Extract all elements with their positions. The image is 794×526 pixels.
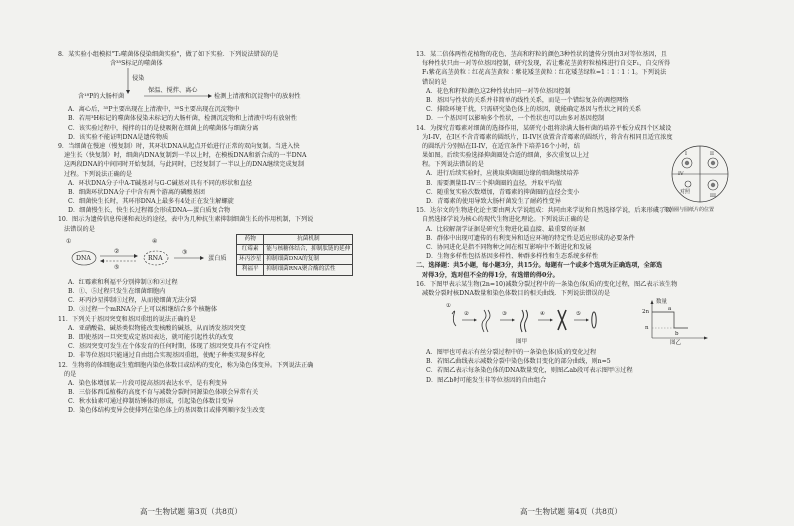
q11-option: D．非等位基因只能通过自由组合实现基因重组，使配子种类实现多样化 (68, 352, 265, 360)
table-cell: 利福平 (237, 265, 264, 275)
q14-option: D．青霉素的使用导致大肠杆菌发生了耐药性变异 (426, 198, 561, 205)
q14-stem-line: 的圆纸片分别贴在II-IV，在适宜条件下培养16个小时，结 (422, 142, 580, 150)
q13-stem-line: 每种性状只由一对等位基因控制，研究发现，若让紫花茎黄籽粒植株进行自交F₁，自交所得 (422, 60, 671, 68)
q16-option: A．图甲也可表示有丝分裂过程中的一条染色体(质)的变化过程 (426, 349, 597, 357)
q11-stem: 11．下列关于基因突变和基因重组的说法正确的是 (58, 315, 196, 323)
q9-stem-line: 9．当细菌在慢速（慢复制）时，其环状DNA从起点开始进行正常的双向复制。当进入快 (58, 142, 300, 150)
q14-stem-line: 为I-IV，在I区不含青霉素的圆纸片，II-IV区放置含青霉素的圆纸片，将含有相同且适宜浓度 (422, 133, 673, 141)
region-I-label: I (685, 150, 687, 157)
q14-option: A．进行后续实验时，应挑取抑菌圈边缘的细菌继续培养 (426, 170, 579, 178)
q11-option: A．亚硝酸盐、碱基类似物能改变核酸的碱基，从而诱发基因突变 (68, 324, 246, 332)
q12-option: B．三倍体西瓜植株的高度不育与减数分裂时同源染色体联会异常有关 (68, 389, 259, 397)
q9-option: C．细菌快生长时，其环形DNA上最多有4处正在发生解螺旋 (68, 198, 234, 206)
q16-stem-line: 减数分裂时核DNA数量和染色体数目的相关曲线．下列说法错误的是 (422, 289, 611, 297)
stage-1-label: ① (446, 303, 451, 310)
left-page (58, 0, 380, 526)
q14-stem-line: 果如图。后续实验选择抑菌圈处合适的细菌，多次重复以上过 (422, 152, 590, 160)
step-4-label: ④ (152, 237, 158, 245)
table-header: 药物 (237, 234, 264, 244)
q8-diagram (58, 59, 380, 105)
stage-4-label: ④ (540, 311, 545, 318)
table-header: 抗菌机制 (264, 234, 353, 244)
q13-stem-line: 13．某二倍体两性花植物的花色、茎高和籽粒的颜色3种性状的遗传分别由3对等位基因，且 (416, 51, 667, 58)
q12-option: D．染色体结构变异会使排列在染色体上的基因数目或排列顺序发生改变 (68, 407, 265, 415)
graph-n-label: n (645, 325, 649, 332)
right-page (416, 0, 744, 526)
q8-option: C．该实验过程中，搅拌的目的是使吸附在细菌上的噬菌体与细菌分离 (68, 124, 259, 132)
q14-stem-line: 程。下列说法错误的是 (422, 161, 484, 169)
table-row (237, 245, 353, 255)
q13-option: C．排除环境干扰，只需研究染色体上的基因，就能确定基因与性状之间的关系 (426, 106, 642, 114)
q14-option: B．需要测量II-IV三个抑菌圈的直径，并取平均值 (426, 179, 562, 187)
dna-label: DNA (76, 254, 91, 262)
table-row (237, 255, 353, 265)
q12-option: C．秋水仙素可通过抑制纺锤体的形成，引起染色体数目变异 (68, 398, 234, 406)
figure-caption: 注：抑菌圈与圆纸片的位置 (654, 206, 715, 213)
q8-option: B．若用³H标记的噬菌体侵染未标记的大肠杆菌，检测沉淀物和上清液中均有放射性 (68, 115, 297, 123)
figure-a-caption: 图甲 (516, 339, 528, 346)
q12-stem-line: 12．生物将的体细胞或生殖细胞内染色体数目或结构的变化，称为染色体变异。下列说法正确 (58, 361, 314, 369)
step-5-label: ⑤ (114, 263, 120, 271)
q15-option: A．比较解剖学证据是研究生物进化最直接、最重要的证据 (426, 225, 586, 233)
stage-5-label: ⑤ (576, 311, 581, 318)
q8-option: D．该实验不能证明DNA是遗传物质 (68, 133, 169, 141)
q10-stem-line: 法错误的是 (64, 225, 95, 233)
section-heading: 二、选择题：共5小题，每小题3分，共15分。每题有一个或多个选项为正确选项，全部选 (416, 262, 663, 270)
antibiotic-table (236, 234, 353, 276)
q13-option: A．花色和籽粒颜色这2种性状由同一对等位基因控制 (426, 87, 571, 95)
region-II-label: II (710, 150, 714, 157)
q16-option: D．图乙b时可能发生非等位基因的自由组合 (426, 376, 547, 384)
q15-stem-line: 自然选择学说为核心的现代生物进化理论。下列说法正确的是 (422, 216, 590, 224)
chromosome-figure-svg (416, 298, 744, 348)
q13-option: D．一个基因可以影响多个性状，一个性状也可以由多对基因控制 (426, 115, 605, 123)
q11-option: C．基因突变可发生在个体发育的任何时期，体现了基因突变具有不定向性 (68, 343, 271, 351)
protein-label: 蛋白质 (208, 254, 227, 262)
q16-option: C．若图乙表示每条染色体的DNA数量变化，则图乙ab段可表示图甲③过程 (426, 367, 633, 375)
q11-option: B．即使基因一旦突变成定基因表达，就可能引起性状的改变 (68, 333, 234, 341)
control-label: 对照 (680, 188, 691, 195)
q8-ecoli-label: 含¹⁸P的大肠杆菌 (78, 93, 125, 101)
q12-stem-line: 的是 (64, 370, 77, 378)
table-cell: 抑制细菌RNA聚合酶的活性 (264, 265, 353, 275)
q9-option: A．环状DNA分子中A-T碱基对与G-C碱基对具有不同的形状和直径 (68, 179, 252, 187)
q15-stem-line: 15．达尔文的生物进化论主要由两大学说组成：共同由来学说和自然选择学说，后来形成了以 (416, 207, 672, 215)
q13-stem-line: F₁紫花高茎黄粒∶红花高茎黄粒∶紫花矮茎黄粒∶红花矮茎绿粒=1∶1∶1∶1。下列说法 (422, 69, 667, 77)
q16-figure (416, 298, 744, 348)
table-cell: 环丙沙星 (237, 255, 264, 265)
section-heading: 对得3分，选对但不全的得1分，有选错的得0分。 (422, 271, 559, 279)
left-page-footer: 高一生物试题 第3页（共8页） (140, 507, 242, 516)
stage-2-label: ② (464, 311, 469, 318)
q10-option: C．环丙沙星抑制①过程，从而使细菌无法分裂 (68, 297, 197, 305)
q13-option: B．基因与性状的关系并非简单的线性关系，而是一个错综复杂的调控网络 (426, 96, 629, 104)
q8-option: A．离心后，³⁵P主要出现在上清液中，³⁵S主要出现在沉淀物中 (68, 106, 240, 114)
point-b-label: b (675, 331, 679, 338)
q10-option: A．红霉素和利福平分别抑制③和②过程 (68, 278, 178, 286)
q14-stem-line: 14．为探究青霉素对细菌的选择作用，某研究小组将涂满大肠杆菌的培养平板分成四个区域设 (416, 124, 672, 132)
q16-option: B．若图乙曲线表示减数分裂中染色体数目变化的部分曲线，则n=5 (426, 358, 611, 366)
stage-3-label: ③ (502, 311, 507, 318)
graph-y-label: 数量 (656, 299, 668, 306)
step-3-label: ③ (182, 248, 188, 256)
q8-result-label: 检测上清液和沉淀物中的放射性 (214, 93, 301, 101)
q12-option: A．染色体增加某一片段可提高基因表达水平，是有利变异 (68, 379, 228, 387)
q10-stem-line: 10．图示为遗传信息传递和表达的途径，表中为几种抗生素抑制细菌生长的作用机制，下列说 (58, 216, 314, 224)
q9-stem-line: 过程。下列说法正确的是 (64, 170, 133, 178)
table-row (237, 265, 353, 275)
table-cell: 抑制细菌DNA的复制 (264, 255, 353, 265)
region-III-label: III (710, 192, 716, 199)
figure-b-caption: 图乙 (670, 340, 682, 347)
q9-option: B．细菌环状DNA分子中含有两个游离的磷酸基团 (68, 188, 205, 196)
q8-phage-label: 含³⁵S标记的噬菌体 (110, 60, 163, 68)
q8-process-label: 保温、搅拌、离心 (148, 87, 198, 95)
petri-dish-svg (656, 144, 744, 206)
q10-option: D．③过程一个mRNA分子上可以相继结合多个核糖体 (68, 306, 218, 314)
step-2-label: ② (114, 247, 120, 255)
q8-stem: 8．某实验小组模拟"T₂噬菌体侵染细菌实验"，做了如下实验．下列说法错误的是 (58, 51, 279, 58)
petri-dish-figure (656, 144, 744, 214)
table-header-row (237, 234, 353, 244)
step-1-label: ① (66, 237, 72, 245)
q15-option: B．群体中出现可遗传的有利变异和适应环境的特定性是适应形成的必要条件 (426, 234, 635, 242)
q9-option: D．细菌慢生长，快生长过程都会形成DNA—蛋白质复合物 (68, 207, 231, 215)
q15-option: C．协同进化是指不同物种之间在相互影响中不断进化和发展 (426, 243, 592, 251)
region-IV-label: IV (678, 170, 684, 177)
right-page-footer: 高一生物试题 第4页（共8页） (520, 507, 622, 516)
q9-stem-line: 速生长（快复制）时，细菌内DNA复制到一半以上时，在模板DNA和新合成的一半DNA (64, 152, 307, 160)
graph-2n-label: 2n (642, 309, 650, 316)
q10-option: B．①、⑤过程只发生在细菌细胞内 (68, 288, 166, 295)
rna-label: RNA (148, 254, 163, 262)
q9-stem-line: 这两段DNA的中间同时开始复制，与此同时，已经复制了一半以上的DNA继续完成复制 (64, 161, 305, 169)
q13-stem-line: 错误的是 (422, 78, 447, 86)
q15-option: D．生物多样性包括基因多样性、种群多样性和生态系统多样性 (426, 253, 599, 261)
table-cell: 能与核糖体结合，抑制肽链的延伸 (264, 245, 353, 255)
table-cell: 红霉素 (237, 245, 264, 255)
q16-stem-line: 16．下图甲表示某生物(2n=10)减数分裂过程中的一条染色体(质)的变化过程，图乙表示该生物 (416, 280, 678, 288)
q10-figure (58, 234, 380, 278)
point-a-label: a (668, 306, 672, 313)
q8-infect-label: 侵染 (132, 75, 145, 83)
q14-option: C．随重复实验次数增加，青霉素的抑菌圈的直径会变小 (426, 188, 580, 196)
